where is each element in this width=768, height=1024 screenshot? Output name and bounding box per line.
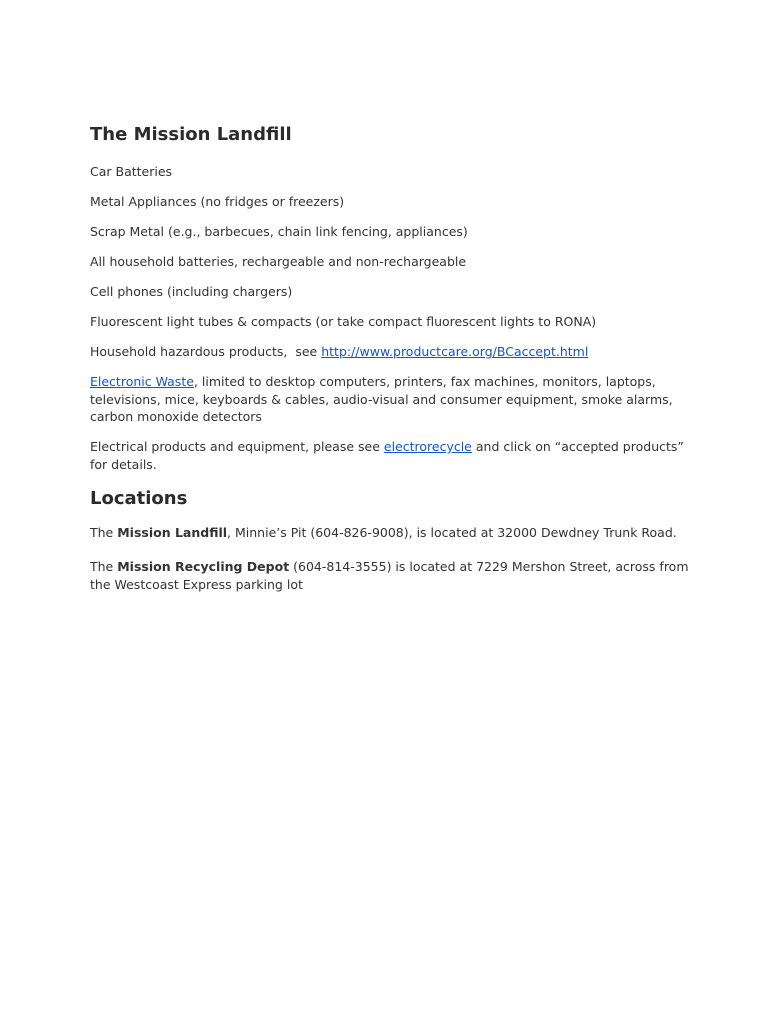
item-fluorescent: Fluorescent light tubes & compacts (or take compact fluorescent lights to RONA)	[90, 314, 597, 329]
document-page	[90, 122, 690, 610]
electronic-waste-link[interactable]: Electronic Waste	[90, 374, 194, 389]
item-metal-appliances: Metal Appliances (no fridges or freezers)	[90, 194, 345, 209]
item-cell-phones: Cell phones (including chargers)	[90, 284, 293, 299]
depot-name: Mission Recycling Depot	[117, 559, 290, 574]
hazardous-text: Household hazardous products, see	[90, 344, 322, 359]
item-car-batteries: Car Batteries	[90, 164, 173, 179]
electronic-waste-text: , limited to desktop computers, printers, fax machines, monitors, laptops, televisions, mice, keyboards & cables, audio-visual and consumer equipment, smoke alarms, carbon monoxide detectors	[90, 374, 673, 424]
electrical-text-suffix: and click on “accepted products” for details.	[90, 439, 684, 472]
item-scrap-metal: Scrap Metal (e.g., barbecues, chain link fencing, appliances)	[90, 224, 468, 239]
landfill-prefix: The	[90, 524, 118, 540]
electrical-text-prefix: Electrical products and equipment, please see	[90, 439, 384, 454]
landfill-name: Mission Landfill	[117, 524, 228, 540]
item-household-hazardous	[90, 343, 690, 361]
landfill-details: , Minnie’s Pit (604-826-9008), is located at 32000 Dewdney Trunk Road.	[227, 524, 677, 540]
depot-prefix: The	[90, 559, 118, 574]
locations-heading: Locations	[90, 487, 188, 509]
location-recycling-depot	[90, 558, 690, 593]
location-landfill	[90, 524, 690, 542]
electrorecycle-link[interactable]: electrorecycle	[383, 439, 472, 454]
item-household-batteries: All household batteries, rechargeable and non-rechargeable	[90, 254, 467, 269]
page-title: The Mission Landfill	[90, 124, 292, 145]
depot-details: (604-814-3555) is located at 7229 Mershon Street, across from the Westcoast Express parking lot	[90, 559, 689, 592]
item-electrical-products	[90, 438, 690, 473]
item-electronic-waste	[90, 373, 690, 426]
productcare-link[interactable]: http://www.productcare.org/BCaccept.html	[321, 344, 589, 359]
